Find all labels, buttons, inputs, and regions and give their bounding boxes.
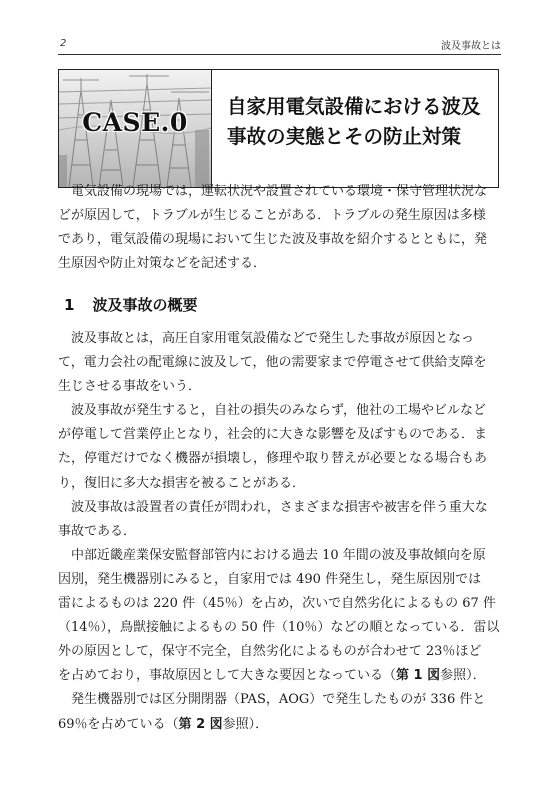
case-title-line2: 事故の実態とその防止対策 bbox=[227, 125, 462, 148]
substation-photo bbox=[59, 70, 211, 187]
section-number: 1 bbox=[64, 296, 75, 314]
text-line: どが原因して，トラブルが生じることがある．トラブルの発生原因は多様 bbox=[58, 208, 486, 224]
text-line: 波及事故が発生すると，自社の損失のみならず，他社の工場やビルなど bbox=[58, 403, 486, 419]
running-header bbox=[58, 36, 501, 55]
running-title: 波及事故とは bbox=[441, 41, 501, 52]
text-line: 雷によるものは 220 件（45％）を占め，次いで自然劣化によるもの 67 件 bbox=[58, 596, 496, 612]
text-line: り，復旧に多大な損害を被ることがある． bbox=[58, 475, 306, 491]
text-line: 波及事故は設置者の責任が問われ，さまざまな損害や被害を伴う重大な bbox=[58, 499, 488, 515]
text-line: 中部近畿産業保安監督部管内における過去 10 年間の波及事故傾向を原 bbox=[58, 547, 486, 563]
text-line: 電気設備の現場では，運転状況や設置されている環境・保守管理状況な bbox=[58, 184, 488, 199]
text-line: が停電して営業停止となり，社会的に大きな影響を及ぼすものである．ま bbox=[58, 427, 488, 443]
paragraph-impact bbox=[58, 399, 500, 495]
section-title: 波及事故の概要 bbox=[92, 296, 198, 314]
case-title bbox=[227, 92, 489, 152]
paragraph-equipment bbox=[58, 688, 500, 736]
text-line: （14％），鳥獣接触によるもの 50 件（10％）などの順となっている．雷以 bbox=[58, 620, 500, 636]
figure-2-reference: 第 2 図 bbox=[178, 716, 223, 732]
text-line: 事故である． bbox=[58, 523, 137, 539]
text-line: 発生機器別では区分開閉器（PAS，AOG）で発生したものが 336 件と bbox=[58, 692, 486, 708]
text-line: 波及事故とは，高圧自家用電気設備などで発生した事故が原因となっ bbox=[58, 331, 475, 346]
text-line: た，停電だけでなく機器が損壊し，修理や取り替えが必要となる場合もあ bbox=[58, 451, 488, 467]
page-number: 2 bbox=[60, 38, 67, 49]
case-banner bbox=[58, 69, 499, 188]
case-label: CASE.0 bbox=[82, 108, 188, 137]
text-fragment: 69％を占めている（ bbox=[58, 716, 179, 732]
text-line: 外の原因として，保守不完全，自然劣化によるものが合わせて 23％ほど bbox=[58, 644, 482, 660]
intro-text bbox=[58, 180, 500, 276]
text-line: 生原因や防止対策などを記述する． bbox=[58, 256, 267, 272]
section-heading bbox=[64, 294, 197, 315]
text-line bbox=[58, 713, 500, 737]
intro-paragraph bbox=[58, 180, 500, 276]
case-divider bbox=[211, 70, 212, 187]
figure-1-reference: 第 1 図 bbox=[396, 668, 441, 684]
text-fragment: 参照）． bbox=[222, 716, 269, 732]
text-fragment: を占めており，事故原因として大きな要因となっている（ bbox=[58, 668, 397, 684]
paragraph-responsibility bbox=[58, 496, 500, 544]
text-line: 生じさせる事故をいう． bbox=[58, 379, 202, 395]
paragraph-statistics bbox=[58, 544, 500, 689]
paragraph-definition bbox=[58, 327, 500, 399]
text-line: 因別，発生機器別にみると，自家用では 490 件発生し，発生原因別では bbox=[58, 571, 482, 587]
text-line bbox=[58, 664, 500, 688]
text-line: であり，電気設備の現場において生じた波及事故を紹介するとともに，発 bbox=[58, 232, 488, 248]
case-title-line1: 自家用電気設備における波及 bbox=[227, 95, 481, 118]
text-fragment: 参照）． bbox=[440, 668, 486, 684]
text-line: て，電力会社の配電線に波及して，他の需要家まで停電させて供給支障を bbox=[58, 355, 487, 371]
section-body bbox=[58, 327, 500, 737]
